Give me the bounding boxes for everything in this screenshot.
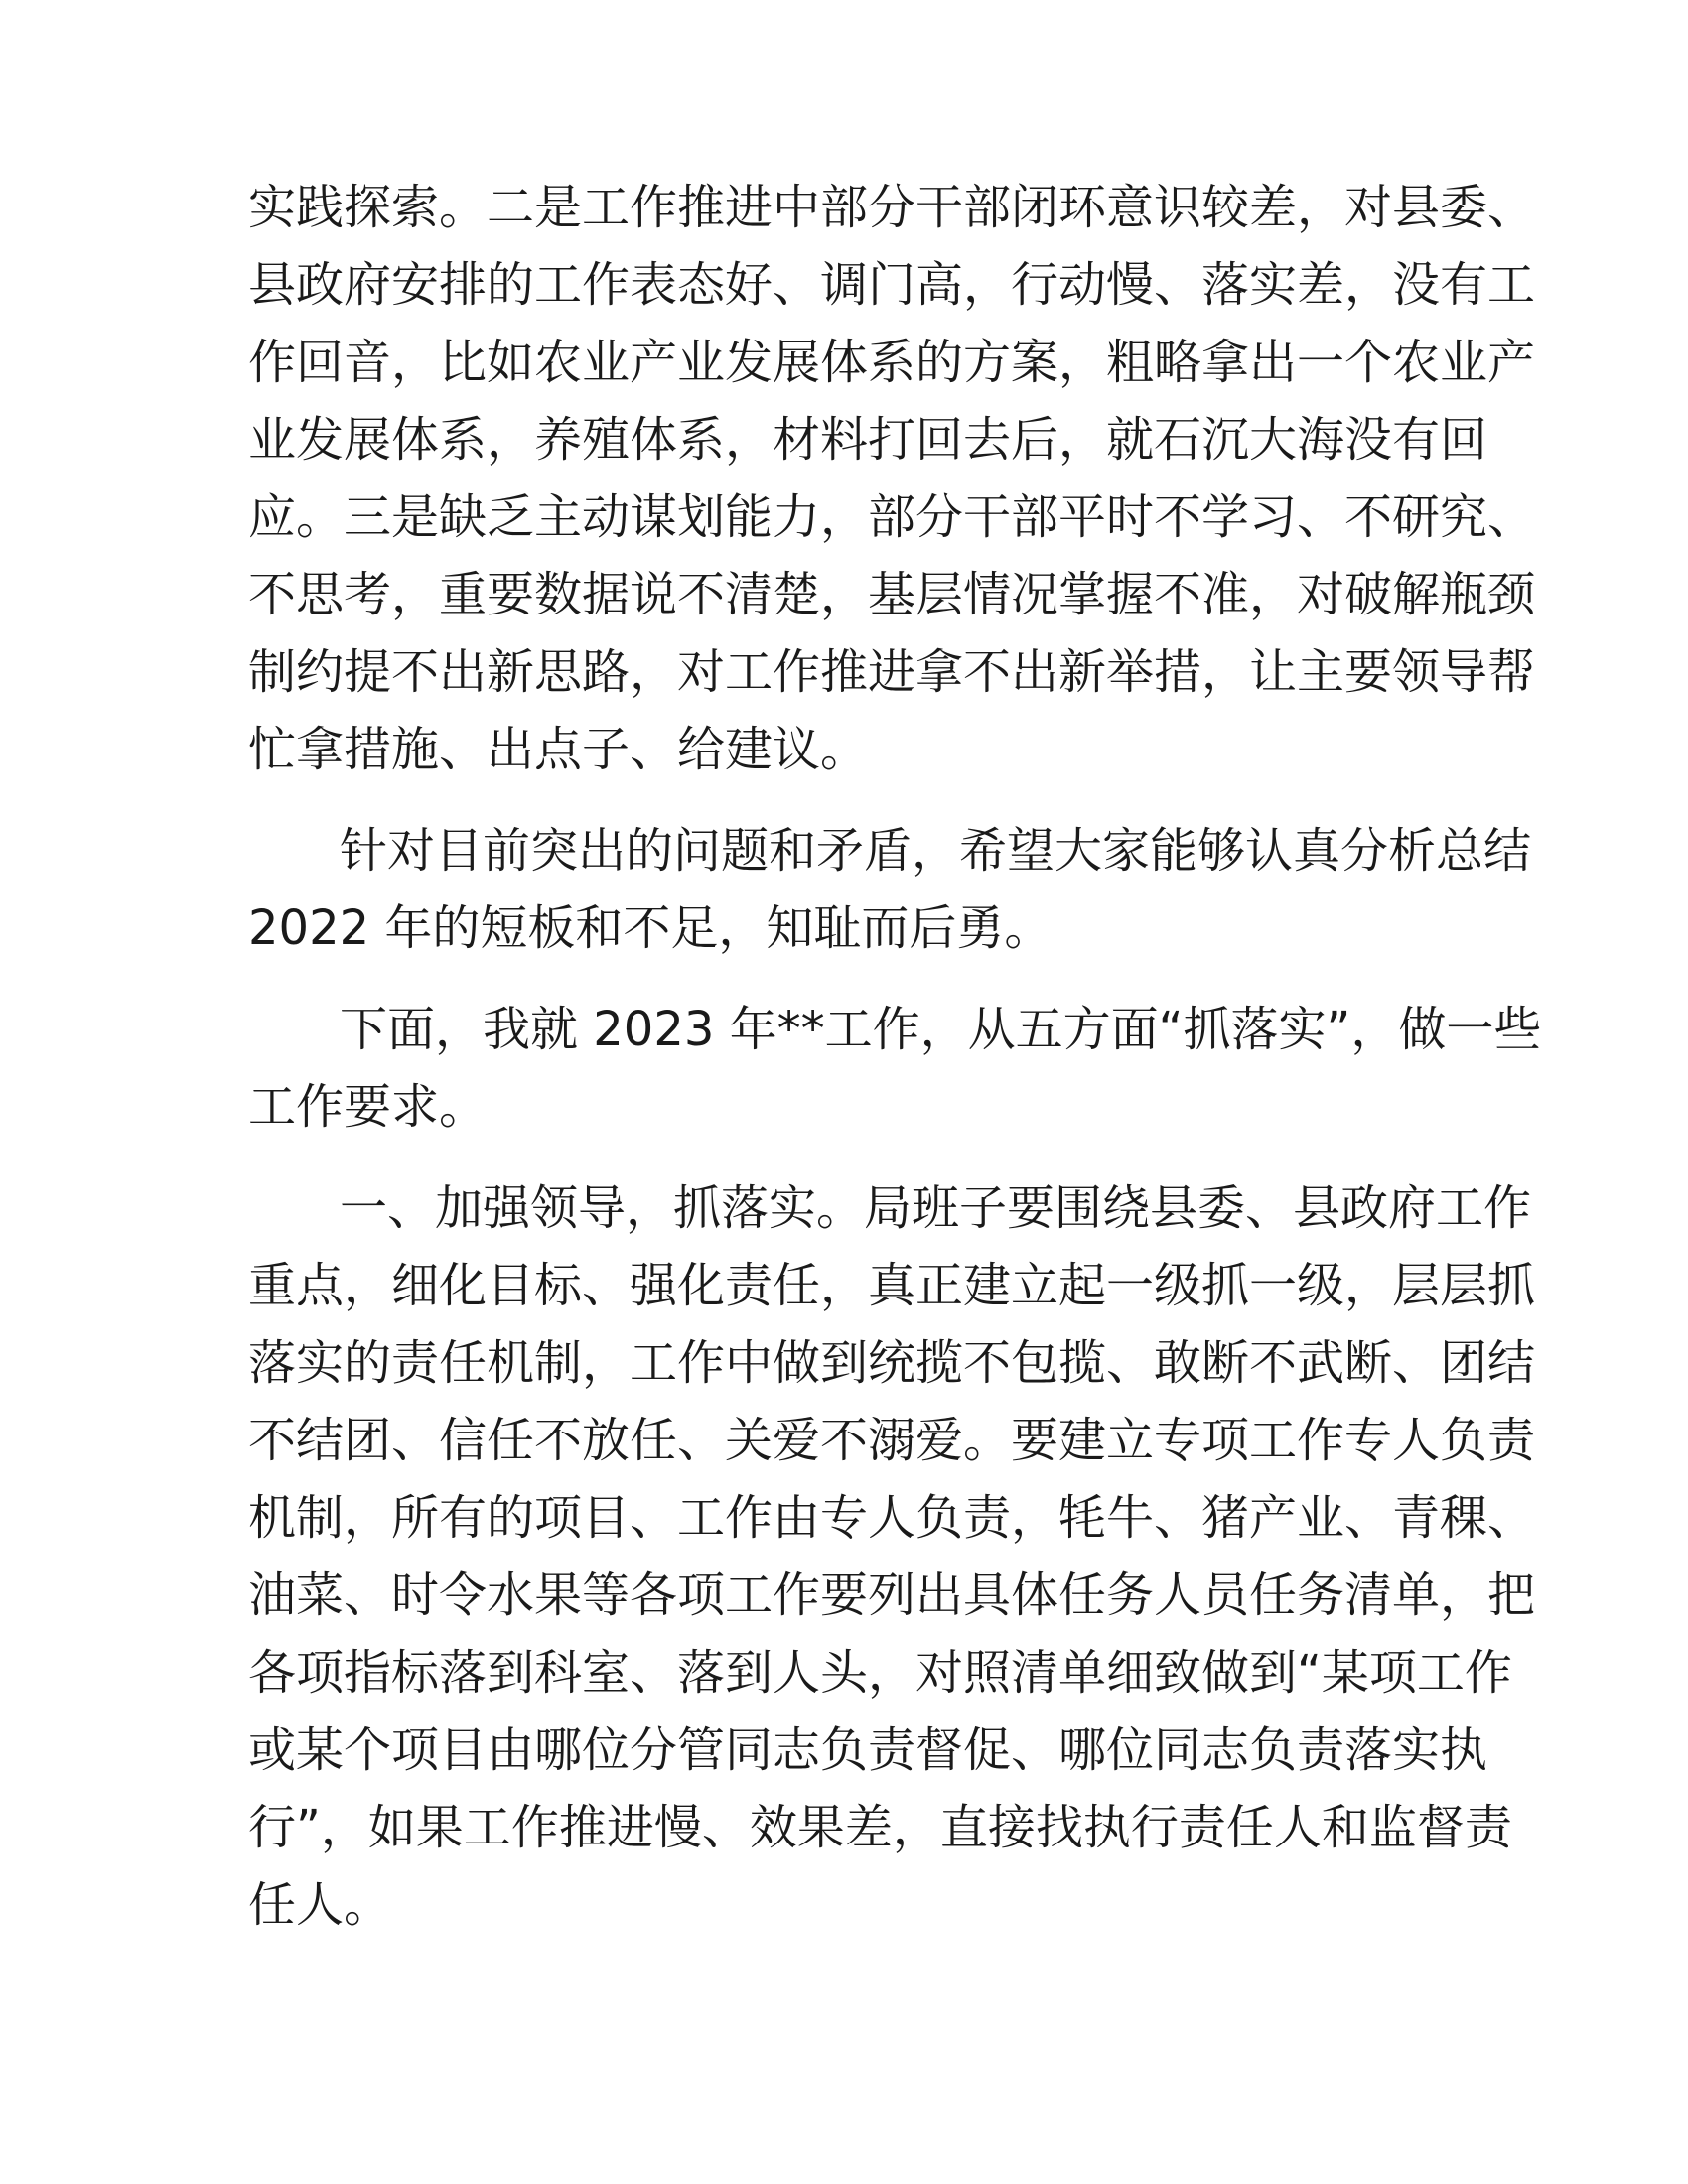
paragraph-4 — [248, 1169, 1536, 1944]
text-line: 一、加强领导，抓落实。局班子要围绕县委、县政府工作 — [340, 1180, 1532, 1236]
paragraph-2 — [248, 812, 1532, 967]
text-line: 实践探索。二是工作推进中部分干部闭环意识较差，对县委、 — [248, 180, 1536, 235]
paragraph-3 — [248, 991, 1542, 1146]
text-line: 县政府安排的工作表态好、调门高，行动慢、落实差，没有工 — [248, 257, 1536, 313]
text-line: 落实的责任机制，工作中做到统揽不包揽、敢断不武断、团结 — [248, 1335, 1536, 1391]
document-page — [248, 169, 1542, 1944]
paragraph-1 — [248, 169, 1536, 788]
text-line: 工作要求。 — [248, 1079, 488, 1135]
text-line: 各项指标落到科室、落到人头，对照清单细致做到“某项工作 — [248, 1645, 1512, 1701]
text-line: 应。三是缺乏主动谋划能力，部分干部平时不学习、不研究、 — [248, 489, 1536, 545]
text-line: 业发展体系，养殖体系，材料打回去后，就石沉大海没有回 — [248, 412, 1488, 468]
text-line: 2022 年的短板和不足，知耻而后勇。 — [248, 900, 1053, 956]
text-line: 忙拿措施、出点子、给建议。 — [248, 722, 869, 777]
text-line: 行”，如果工作推进慢、效果差，直接找执行责任人和监督责 — [248, 1800, 1512, 1855]
text-line: 或某个项目由哪位分管同志负责督促、哪位同志负责落实执 — [248, 1722, 1488, 1778]
text-line: 下面，我就 2023 年**工作，从五方面“抓落实”，做一些 — [340, 1002, 1542, 1057]
text-line: 重点，细化目标、强化责任，真正建立起一级抓一级，层层抓 — [248, 1258, 1536, 1313]
text-line: 不结团、信任不放任、关爱不溺爱。要建立专项工作专人负责 — [248, 1413, 1536, 1468]
text-line: 机制，所有的项目、工作由专人负责，牦牛、猪产业、青稞、 — [248, 1490, 1536, 1546]
text-line: 任人。 — [248, 1877, 392, 1933]
text-line: 油菜、时令水果等各项工作要列出具体任务人员任务清单，把 — [248, 1568, 1536, 1623]
text-line: 作回音，比如农业产业发展体系的方案，粗略拿出一个农业产 — [248, 335, 1536, 390]
text-line: 制约提不出新思路，对工作推进拿不出新举措，让主要领导帮 — [248, 644, 1536, 700]
text-line: 针对目前突出的问题和矛盾，希望大家能够认真分析总结 — [340, 823, 1532, 879]
text-line: 不思考，重要数据说不清楚，基层情况掌握不准，对破解瓶颈 — [248, 567, 1536, 622]
